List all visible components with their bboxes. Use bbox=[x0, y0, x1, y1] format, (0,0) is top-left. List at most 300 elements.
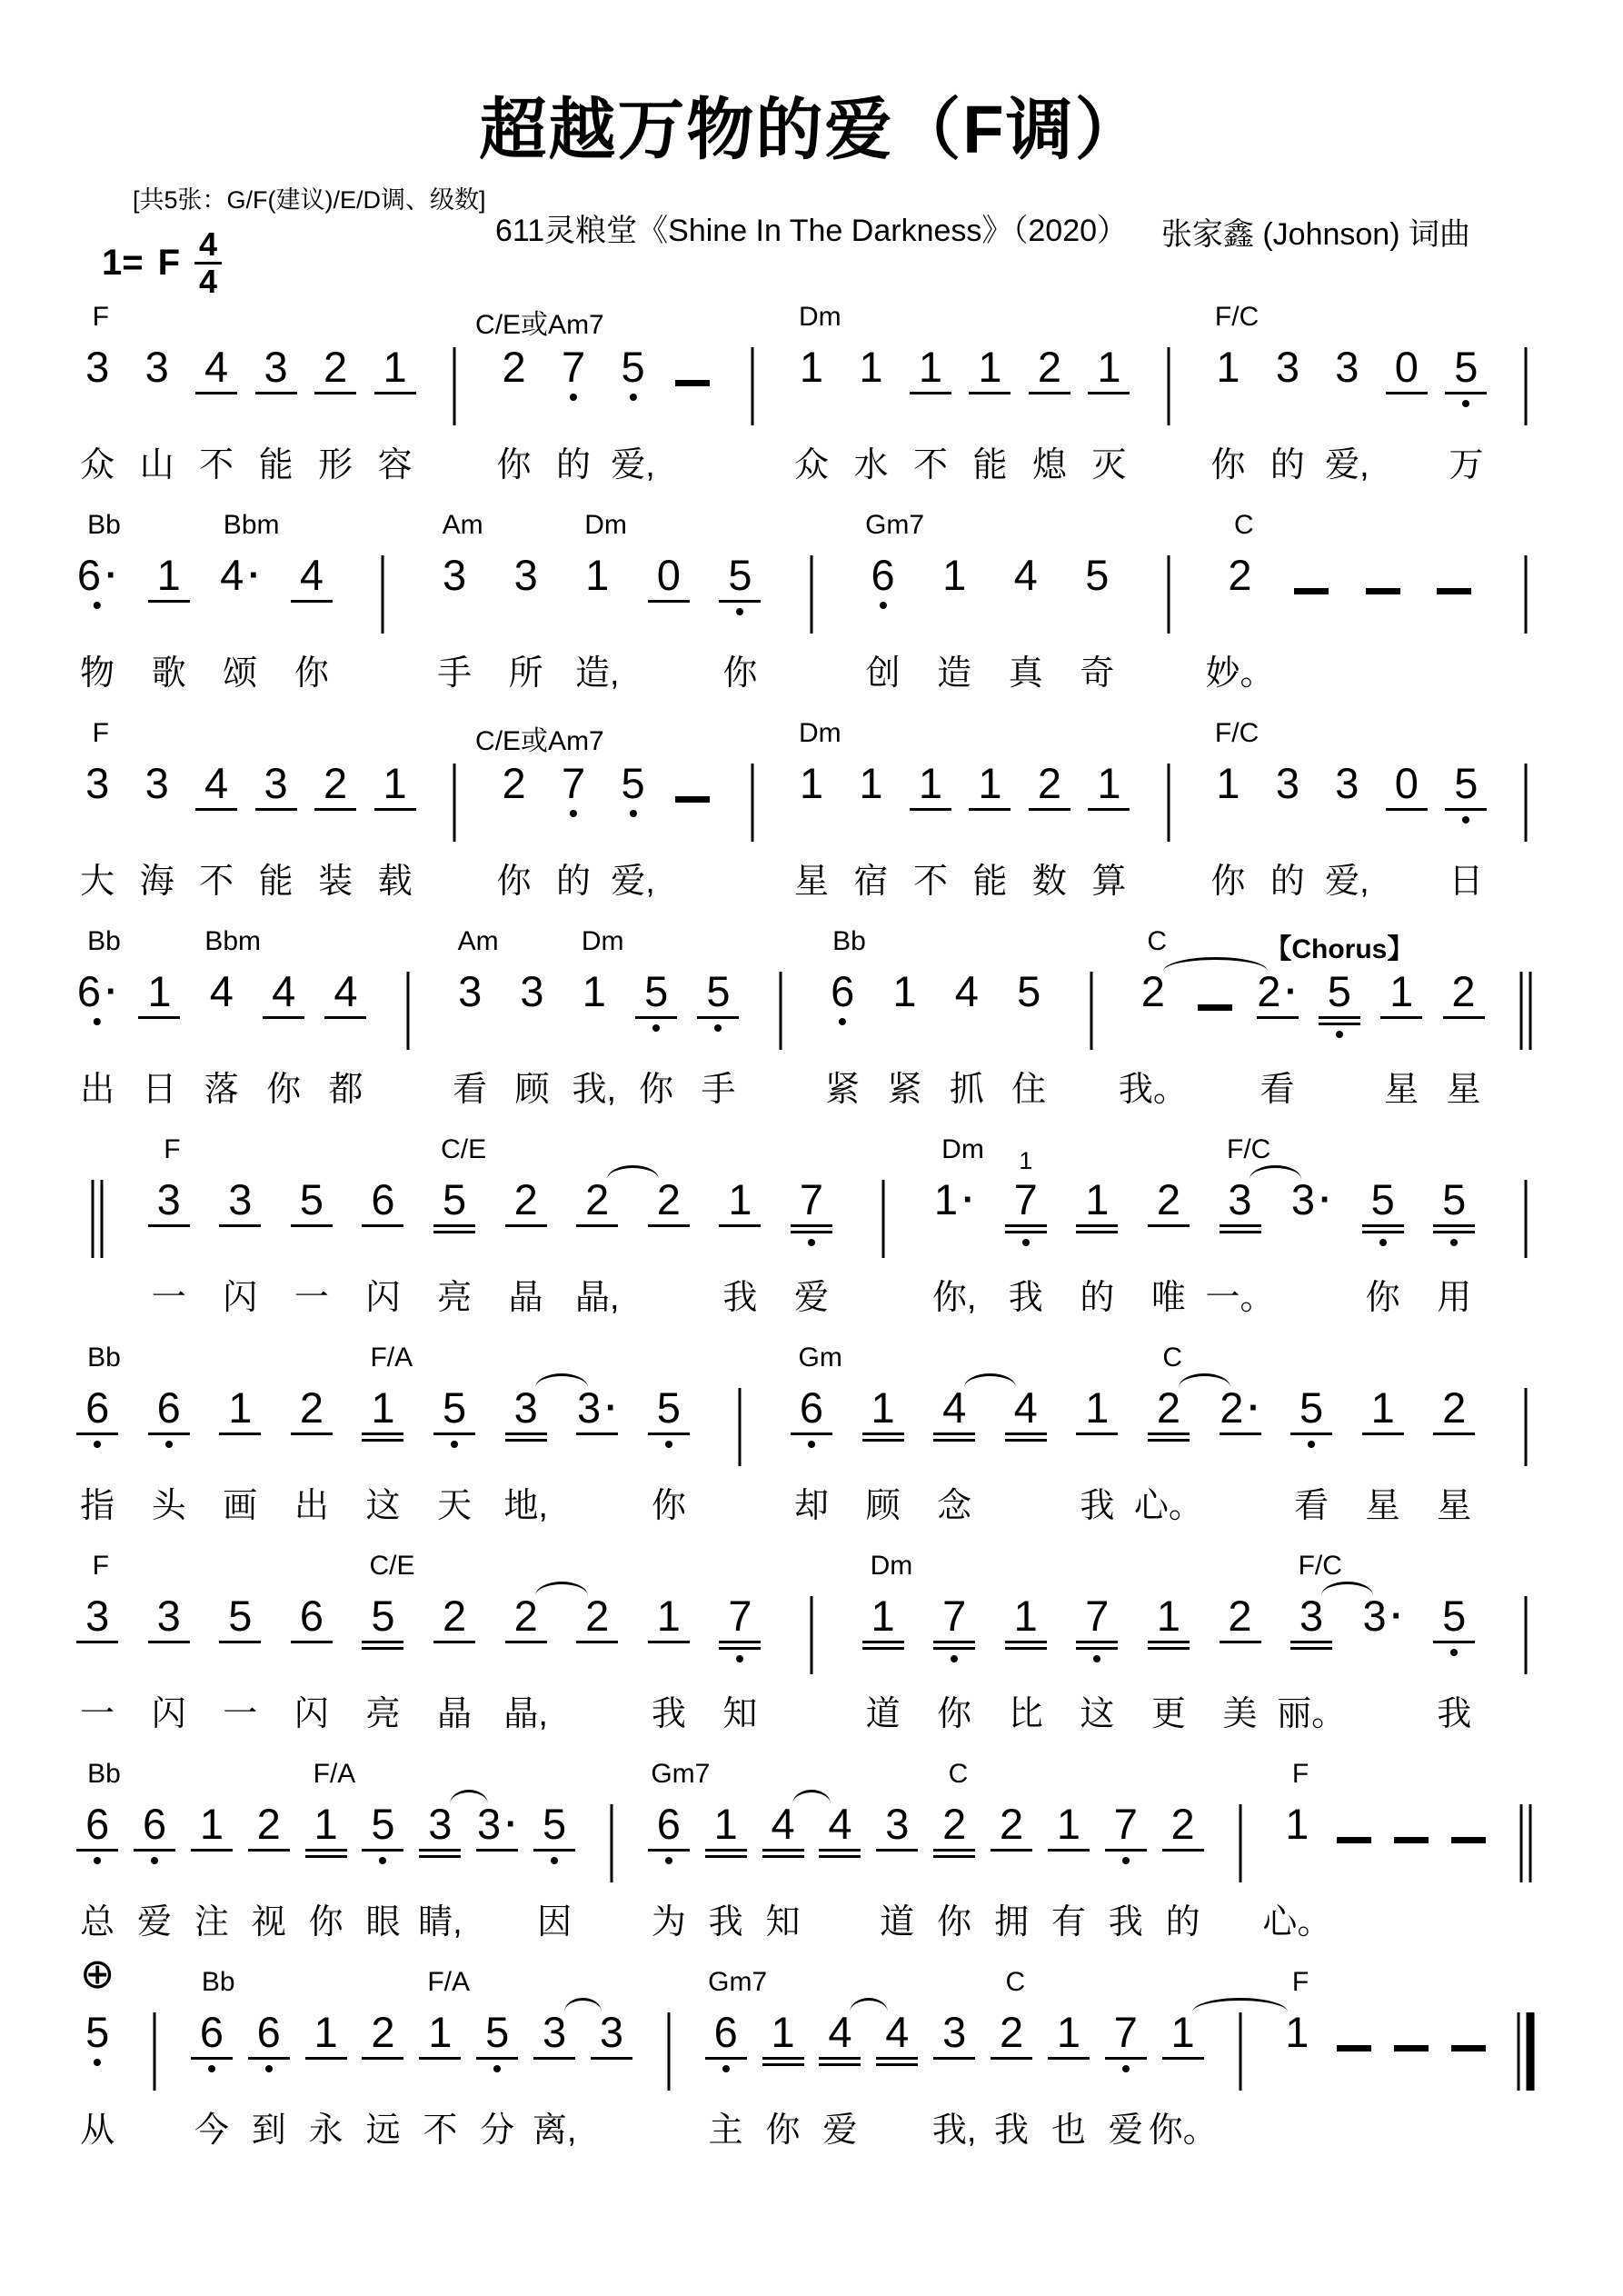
underline bbox=[635, 1016, 677, 1019]
barline bbox=[667, 2012, 670, 2091]
note-digit: 1 bbox=[582, 967, 606, 1015]
underline bbox=[419, 2057, 461, 2060]
note bbox=[876, 2008, 918, 2066]
section-label: 【Chorus】 bbox=[1264, 934, 1415, 964]
note bbox=[561, 759, 586, 817]
note-digit-row bbox=[228, 1383, 253, 1432]
note bbox=[933, 1383, 975, 1442]
note-digit-row bbox=[942, 1592, 967, 1640]
underline bbox=[576, 1224, 618, 1227]
underline bbox=[819, 1849, 861, 1852]
underline bbox=[362, 1224, 403, 1227]
lyric: 你, bbox=[931, 1279, 977, 1317]
underline bbox=[991, 2057, 1032, 2060]
note-digit-row bbox=[656, 1383, 681, 1432]
note-digit: 2 bbox=[1220, 1383, 1244, 1432]
underline bbox=[76, 1641, 118, 1643]
lyric: 你 bbox=[308, 1903, 344, 1942]
note bbox=[705, 1802, 747, 1858]
dash bbox=[1366, 588, 1400, 594]
lyric: 这 bbox=[365, 1487, 401, 1525]
note bbox=[876, 1802, 918, 1852]
note-digit: 3 bbox=[458, 967, 483, 1015]
note bbox=[291, 1594, 333, 1643]
note-digit: 5 bbox=[706, 967, 731, 1015]
note-digit: 3 bbox=[1290, 1175, 1315, 1223]
lyric: 日 bbox=[142, 1071, 177, 1109]
lyric: 我。 bbox=[1118, 1071, 1188, 1109]
underline bbox=[419, 1855, 461, 1858]
lyric: 睛, bbox=[418, 1903, 463, 1942]
underline bbox=[1076, 1231, 1118, 1233]
chord-label: F bbox=[1291, 1967, 1309, 1997]
note-digit: 1 bbox=[1389, 967, 1414, 1015]
chord-row bbox=[0, 1950, 1623, 2005]
low-octave-dot bbox=[714, 1024, 722, 1032]
lyric: 容 bbox=[377, 446, 413, 484]
lyric: 住 bbox=[1011, 1071, 1047, 1109]
note-digit-row bbox=[1451, 967, 1476, 1015]
underline bbox=[76, 1849, 118, 1852]
note-digit: 6 bbox=[299, 1592, 324, 1640]
lyric: 落 bbox=[204, 1071, 239, 1109]
low-octave-dot bbox=[570, 394, 577, 401]
underline bbox=[1220, 1433, 1261, 1435]
note-digit: 4 bbox=[828, 2008, 852, 2056]
lyric-row bbox=[0, 644, 1623, 699]
barline bbox=[751, 347, 753, 425]
note bbox=[648, 1594, 690, 1643]
note bbox=[374, 759, 416, 811]
note-digit-row bbox=[942, 1800, 967, 1848]
note-digit: 2 bbox=[585, 1592, 610, 1640]
lyric: 你 bbox=[294, 654, 329, 693]
lyric: 的 bbox=[1165, 1903, 1200, 1942]
note-digit-row bbox=[228, 1592, 253, 1640]
note bbox=[991, 1802, 1032, 1852]
underline bbox=[648, 1641, 690, 1643]
underline bbox=[648, 1224, 690, 1227]
lyric: 顾 bbox=[514, 1071, 550, 1109]
underline bbox=[1005, 1231, 1047, 1233]
underline bbox=[291, 1433, 333, 1435]
underline bbox=[591, 2057, 632, 2060]
note bbox=[892, 967, 917, 1015]
barline bbox=[1524, 1596, 1527, 1674]
note bbox=[576, 1175, 618, 1227]
note bbox=[219, 1383, 261, 1435]
underline bbox=[933, 1647, 975, 1650]
note bbox=[862, 1383, 904, 1442]
note-digit: 5 bbox=[1299, 1383, 1324, 1432]
underline bbox=[148, 600, 190, 603]
note-digit-row bbox=[209, 967, 234, 1015]
underline bbox=[819, 2063, 861, 2066]
note-digit: 2 bbox=[1037, 343, 1061, 391]
note bbox=[505, 1383, 547, 1442]
note-digit: 1 bbox=[228, 1383, 253, 1432]
chord-label: F/A bbox=[427, 1967, 471, 1997]
note-digit: 7 bbox=[1013, 1175, 1038, 1223]
note-digit: 2 bbox=[443, 1592, 467, 1640]
note-digit: 6 bbox=[656, 1800, 681, 1848]
note-digit: 1 bbox=[1085, 1383, 1110, 1432]
grace-note: 1 bbox=[1019, 1147, 1033, 1174]
underline bbox=[291, 600, 333, 603]
lyric: 看 bbox=[453, 1071, 488, 1109]
underline bbox=[1076, 1224, 1118, 1227]
note-digit-row bbox=[156, 1175, 181, 1223]
dash bbox=[1437, 588, 1471, 594]
underline bbox=[791, 1231, 832, 1233]
note-digit: 1 bbox=[1216, 343, 1240, 391]
lyric: 宿 bbox=[853, 863, 889, 901]
note-digit: 1 bbox=[147, 967, 172, 1015]
underline bbox=[191, 1849, 233, 1852]
note-digit: 4 bbox=[942, 1383, 967, 1432]
note-digit: 3 bbox=[144, 759, 169, 807]
lyric: 山 bbox=[139, 446, 174, 484]
chord-label: Gm7 bbox=[651, 1759, 711, 1789]
note-digit: 3 bbox=[144, 343, 169, 391]
note-digit: 6 bbox=[85, 1800, 110, 1848]
underline bbox=[933, 1433, 975, 1435]
underline bbox=[219, 1641, 261, 1643]
note bbox=[942, 551, 967, 599]
note-digit-row bbox=[428, 2008, 453, 2056]
note-digit-row bbox=[543, 2008, 567, 2056]
note-digit: 1 bbox=[1156, 1592, 1180, 1640]
lyric: 我 bbox=[651, 1695, 686, 1733]
note-digit: 2 bbox=[1442, 1383, 1467, 1432]
note bbox=[1216, 343, 1240, 391]
note-digit: 0 bbox=[1394, 343, 1419, 391]
low-octave-dot bbox=[1462, 816, 1469, 824]
chord-label: Gm7 bbox=[708, 1967, 768, 1997]
underline bbox=[433, 1433, 475, 1435]
note bbox=[191, 1802, 233, 1852]
lyric: 颂 bbox=[223, 654, 258, 693]
note bbox=[138, 967, 180, 1019]
note-digit-row bbox=[85, 759, 110, 807]
note-digit: 5 bbox=[644, 967, 669, 1015]
note-digit: 1 bbox=[859, 759, 883, 807]
key-letter: F bbox=[157, 242, 181, 283]
note-digit: 7 bbox=[1085, 1592, 1110, 1640]
note bbox=[1445, 345, 1487, 407]
dash bbox=[1198, 1004, 1232, 1011]
chord-label: C bbox=[1162, 1343, 1183, 1373]
lyric: 不 bbox=[199, 863, 234, 901]
note bbox=[1433, 1383, 1475, 1435]
lyric: 造 bbox=[937, 654, 972, 693]
lyric: 闪 bbox=[151, 1695, 186, 1733]
note-digit-row bbox=[799, 1175, 824, 1223]
note-digit: 1 bbox=[871, 1383, 895, 1432]
chord-label: Bb bbox=[201, 1967, 235, 1997]
underline bbox=[263, 1016, 304, 1019]
underline bbox=[705, 2057, 747, 2060]
lyric: 主 bbox=[708, 2111, 743, 2150]
lyric: 的 bbox=[1270, 863, 1305, 901]
note-digit-row bbox=[728, 1592, 752, 1640]
note-digit-row bbox=[1362, 1592, 1403, 1640]
note bbox=[1005, 1594, 1047, 1650]
note bbox=[1285, 1800, 1309, 1848]
note-digit: 2 bbox=[942, 1800, 967, 1848]
note-digit: 1 bbox=[978, 759, 1002, 807]
lyric: 念 bbox=[937, 1487, 972, 1525]
lyric: 算 bbox=[1091, 863, 1127, 901]
key-prefix: 1= bbox=[102, 242, 144, 283]
underline bbox=[862, 1439, 904, 1442]
note-digit-row bbox=[918, 759, 943, 807]
underline bbox=[1148, 1433, 1190, 1435]
note bbox=[76, 551, 118, 609]
note-digit-row bbox=[485, 2008, 510, 2056]
note-digit-row bbox=[1156, 1383, 1180, 1432]
lyric: 你 bbox=[639, 1071, 674, 1109]
lyric: 顾 bbox=[865, 1487, 901, 1525]
note bbox=[219, 1175, 261, 1227]
underline bbox=[374, 808, 416, 811]
note-digit-row bbox=[76, 551, 118, 599]
note bbox=[1162, 1802, 1204, 1852]
chord-label: Dm bbox=[584, 510, 627, 540]
lyric: 星 bbox=[1446, 1071, 1481, 1109]
note-digit: 5 bbox=[485, 2008, 510, 2056]
note-digit: 4 bbox=[954, 967, 979, 1015]
note-digit-row bbox=[1285, 2008, 1309, 2056]
note bbox=[910, 345, 951, 394]
underline bbox=[1257, 1016, 1299, 1019]
underline bbox=[1445, 392, 1487, 394]
note bbox=[799, 759, 824, 807]
note-digit-row bbox=[1013, 1147, 1038, 1223]
note-digit-row bbox=[1335, 759, 1359, 807]
note-digit-row bbox=[1037, 759, 1061, 807]
note-digit: 1 bbox=[1097, 343, 1121, 391]
chord-row bbox=[0, 1134, 1623, 1173]
note-digit: 2 bbox=[1170, 1800, 1195, 1848]
underline bbox=[1105, 1849, 1147, 1852]
barline bbox=[1167, 555, 1170, 634]
low-octave-dot bbox=[736, 608, 743, 615]
note bbox=[1445, 759, 1487, 824]
note-digit-row bbox=[314, 2008, 338, 2056]
note-digit-row bbox=[76, 967, 118, 1015]
time-signature bbox=[194, 227, 222, 299]
note-digit: 6 bbox=[371, 1175, 395, 1223]
note-digit-row bbox=[1097, 759, 1121, 807]
lyric: 真 bbox=[1008, 654, 1043, 693]
note-digit: 5 bbox=[621, 759, 645, 807]
underline bbox=[1386, 808, 1428, 811]
note-digit: 1 bbox=[585, 551, 610, 599]
lyric: 闪 bbox=[365, 1279, 401, 1317]
note bbox=[1220, 1383, 1261, 1435]
chord-label: Bb bbox=[832, 926, 866, 956]
note bbox=[374, 345, 416, 394]
note-digit: 5 bbox=[1017, 967, 1041, 1015]
lyric: 你 bbox=[651, 1487, 686, 1525]
note-digit-row bbox=[1442, 1592, 1467, 1640]
note-digit: 3 bbox=[85, 1592, 110, 1640]
lyric: 星 bbox=[1437, 1487, 1472, 1525]
note-digit-row bbox=[85, 1592, 110, 1640]
note bbox=[1443, 967, 1485, 1019]
note bbox=[324, 967, 366, 1019]
note-digit-row bbox=[1370, 1175, 1395, 1223]
underline bbox=[1029, 808, 1070, 811]
chord-label: Bbm bbox=[204, 926, 261, 956]
note-digit: 2 bbox=[502, 759, 526, 807]
note bbox=[1029, 759, 1070, 811]
lyric: 永 bbox=[308, 2111, 344, 2150]
note-digit: 1 bbox=[383, 759, 407, 807]
chord-label: F bbox=[164, 1134, 181, 1164]
dash bbox=[1337, 2045, 1371, 2051]
note bbox=[576, 1383, 618, 1435]
underline bbox=[305, 1855, 347, 1858]
barline bbox=[1524, 555, 1527, 634]
note bbox=[433, 1175, 475, 1233]
lyric: 知 bbox=[722, 1695, 758, 1733]
lyric: 总 bbox=[80, 1903, 115, 1942]
lyric: 手 bbox=[701, 1071, 736, 1109]
low-octave-dot bbox=[951, 1655, 958, 1662]
note-digit-row bbox=[1013, 1383, 1038, 1432]
lyric: 眼 bbox=[365, 1903, 401, 1942]
chord-label: C/E bbox=[441, 1134, 487, 1164]
underline bbox=[910, 392, 951, 394]
chord-label: C bbox=[1005, 1967, 1026, 1997]
note bbox=[933, 2008, 975, 2060]
song-subtitle: 611灵粮堂《Shine In The Darkness》（2020） bbox=[494, 214, 1129, 248]
note bbox=[419, 1802, 461, 1858]
note-digit: 4 bbox=[885, 2008, 910, 2056]
note-digit: 2 bbox=[1228, 551, 1252, 599]
note bbox=[291, 1175, 333, 1227]
note-digit-row bbox=[859, 343, 883, 391]
note bbox=[1319, 967, 1360, 1038]
underline bbox=[314, 392, 356, 394]
note-digit: 6 bbox=[76, 967, 102, 1015]
underline bbox=[576, 1641, 618, 1643]
underline bbox=[362, 2057, 403, 2060]
underline bbox=[697, 1016, 739, 1019]
underline bbox=[505, 1439, 547, 1442]
note-digit-row bbox=[264, 759, 288, 807]
underline bbox=[362, 1849, 403, 1852]
music-system bbox=[0, 1343, 1623, 1551]
lyric: 我 bbox=[1108, 1903, 1143, 1942]
note-digit-row bbox=[999, 2008, 1024, 2056]
coda-icon: ⊕ bbox=[79, 1950, 115, 1997]
note-digit: 3 bbox=[264, 759, 288, 807]
lyric-row bbox=[0, 1269, 1623, 1323]
note-digit-row bbox=[885, 2008, 910, 2056]
note-digit-row bbox=[256, 1800, 281, 1848]
underline bbox=[219, 1224, 261, 1227]
note-digit: 5 bbox=[728, 551, 752, 599]
underline bbox=[76, 1433, 118, 1435]
note-digit-row bbox=[828, 1800, 852, 1848]
note bbox=[648, 551, 690, 603]
lyric: 紧 bbox=[825, 1071, 861, 1109]
note-digit-row bbox=[942, 551, 967, 599]
note-digit-row bbox=[585, 551, 610, 599]
note-digit-row bbox=[1216, 343, 1240, 391]
chord-label: Dm bbox=[941, 1134, 984, 1164]
underline bbox=[138, 1016, 180, 1019]
note bbox=[1105, 1802, 1147, 1864]
low-octave-dot bbox=[1122, 2065, 1130, 2072]
underline bbox=[705, 1855, 747, 1858]
lyric: 大 bbox=[80, 863, 115, 901]
note-digit: 1 bbox=[156, 551, 181, 599]
dash bbox=[1394, 2045, 1429, 2051]
note bbox=[648, 1802, 690, 1864]
note-digit-row bbox=[1394, 759, 1419, 807]
underline bbox=[255, 392, 297, 394]
duration-dot: · bbox=[605, 1387, 618, 1428]
note-digit-row bbox=[885, 1800, 910, 1848]
note-digit: 3 bbox=[1335, 759, 1359, 807]
note-digit: 6 bbox=[713, 2008, 738, 2056]
underline bbox=[1290, 1641, 1332, 1643]
note bbox=[85, 343, 110, 391]
low-octave-dot bbox=[94, 602, 101, 609]
note bbox=[621, 345, 644, 401]
note-digit: 6 bbox=[76, 551, 102, 599]
low-octave-dot bbox=[1450, 1239, 1458, 1246]
note-digit-row bbox=[871, 1383, 895, 1432]
dash bbox=[1294, 588, 1329, 594]
low-octave-dot bbox=[1462, 400, 1469, 407]
note-digit: 2 bbox=[1156, 1175, 1180, 1223]
note bbox=[1088, 345, 1130, 394]
barline bbox=[1239, 1804, 1241, 1882]
underline bbox=[933, 1641, 975, 1643]
note-digit: 1 bbox=[918, 759, 943, 807]
underline bbox=[969, 392, 1011, 394]
lyric: 看 bbox=[1260, 1071, 1295, 1109]
note bbox=[458, 967, 483, 1015]
note bbox=[719, 1175, 761, 1227]
lyric-row bbox=[0, 853, 1623, 907]
lyric: 不 bbox=[199, 446, 234, 484]
note-digit-row bbox=[371, 1383, 395, 1432]
note-digit: 3 bbox=[577, 1383, 602, 1432]
note-digit-row bbox=[871, 551, 895, 599]
lyric: 数 bbox=[1031, 863, 1067, 901]
barline bbox=[1519, 1804, 1531, 1882]
note bbox=[1005, 1147, 1047, 1246]
lyric: 形 bbox=[318, 446, 353, 484]
note bbox=[1085, 551, 1110, 599]
note-digit: 4 bbox=[771, 1800, 795, 1848]
lyric: 比 bbox=[1008, 1695, 1043, 1733]
chord-label: Am bbox=[442, 510, 483, 540]
lyric: 你 bbox=[1210, 863, 1246, 901]
duration-dot: · bbox=[105, 554, 118, 595]
note bbox=[195, 759, 237, 811]
underline bbox=[576, 1433, 618, 1435]
note-digit-row bbox=[599, 2008, 624, 2056]
dash bbox=[1451, 2045, 1486, 2051]
note-digit-row bbox=[1085, 1383, 1110, 1432]
